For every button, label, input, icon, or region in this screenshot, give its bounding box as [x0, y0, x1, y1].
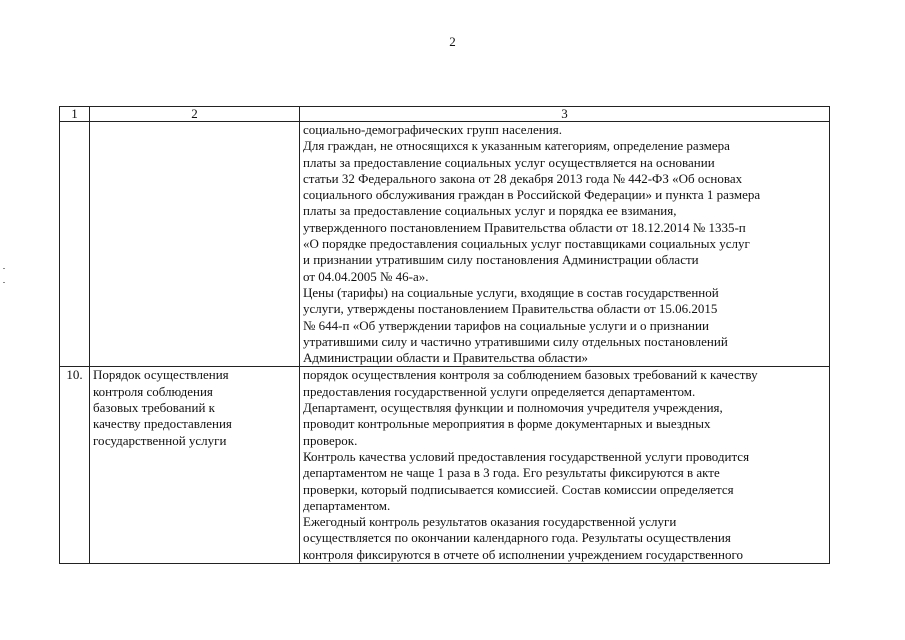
content-line: департаментом не чаще 1 раза в 3 года. Его результаты фиксируются в акте: [303, 465, 720, 481]
content-line: социального обслуживания граждан в Российской Федерации» и пункта 1 размера: [303, 187, 761, 203]
row-number: [60, 122, 90, 367]
content-line: и признании утратившим силу постановления Администрации области: [303, 252, 699, 268]
content-line: Для граждан, не относящихся к указанным категориям, определение размера: [303, 138, 730, 154]
content-line: департаментом.: [303, 497, 391, 513]
content-line: утратившими силу и частично утратившими силу отдельных постановлений: [303, 333, 728, 349]
content-line: проверок.: [303, 432, 358, 448]
content-line: платы за предоставление социальных услуг и порядка ее взимания,: [303, 203, 677, 219]
scan-speck: [3, 282, 5, 283]
header-cell-3: 3: [300, 107, 830, 122]
content-line: Департамент, осуществляя функции и полномочия учредителя учреждения,: [303, 400, 723, 416]
content-line: от 04.04.2005 № 46-а».: [303, 268, 429, 284]
table-row: [60, 122, 830, 367]
content-line: Контроль качества условий предоставления государственной услуги проводится: [303, 448, 750, 464]
title-line: Порядок осуществления: [93, 367, 229, 383]
row-number: 10.: [60, 367, 90, 564]
table-row: [60, 367, 830, 564]
row-title: [90, 367, 300, 564]
content-line: услуги, утверждены постановлением Правительства области от 15.06.2015: [303, 301, 718, 317]
content-line: осуществляется по окончании календарного года. Результаты осуществления: [303, 530, 731, 546]
content-line: контроля фиксируются в отчете об исполнении учреждением государственного: [303, 546, 743, 562]
content-line: «О порядке предоставления социальных услуг поставщиками социальных услуг: [303, 236, 750, 252]
title-line: государственной услуги: [93, 432, 227, 448]
row-content: [300, 122, 830, 367]
content-line: утвержденного постановлением Правительства области от 18.12.2014 № 1335-п: [303, 219, 746, 235]
header-cell-2: 2: [90, 107, 300, 122]
title-line: качеству предоставления: [93, 416, 232, 432]
title-line: контроля соблюдения: [93, 383, 213, 399]
content-line: статьи 32 Федерального закона от 28 декабря 2013 года № 442-ФЗ «Об основах: [303, 170, 743, 186]
content-line: социально-демографических групп населения.: [303, 122, 562, 137]
header-cell-1: 1: [60, 107, 90, 122]
content-line: проводит контрольные мероприятия в форме документарных и выездных: [303, 416, 711, 432]
title-line: базовых требований к: [93, 400, 215, 416]
row-title: [90, 122, 300, 367]
content-line: № 644-п «Об утверждении тарифов на социальные услуги и о признании: [303, 317, 709, 333]
page-number: 2: [449, 34, 456, 49]
content-line: Ежегодный контроль результатов оказания государственной услуги: [303, 514, 677, 530]
content-line: Администрации области и Правительства области»: [303, 350, 589, 366]
content-line: платы за предоставление социальных услуг осуществляется на основании: [303, 154, 715, 170]
scan-speck: [3, 268, 5, 269]
content-line: предоставления государственной услуги определяется департаментом.: [303, 383, 696, 399]
content-line: порядок осуществления контроля за соблюдением базовых требований к качеству: [303, 367, 758, 383]
table-header-row: [60, 107, 830, 122]
content-line: Цены (тарифы) на социальные услуги, входящие в состав государственной: [303, 284, 719, 300]
document-table: [59, 106, 830, 564]
row-content: [300, 367, 830, 564]
content-line: проверки, который подписывается комиссией. Состав комиссии определяется: [303, 481, 734, 497]
